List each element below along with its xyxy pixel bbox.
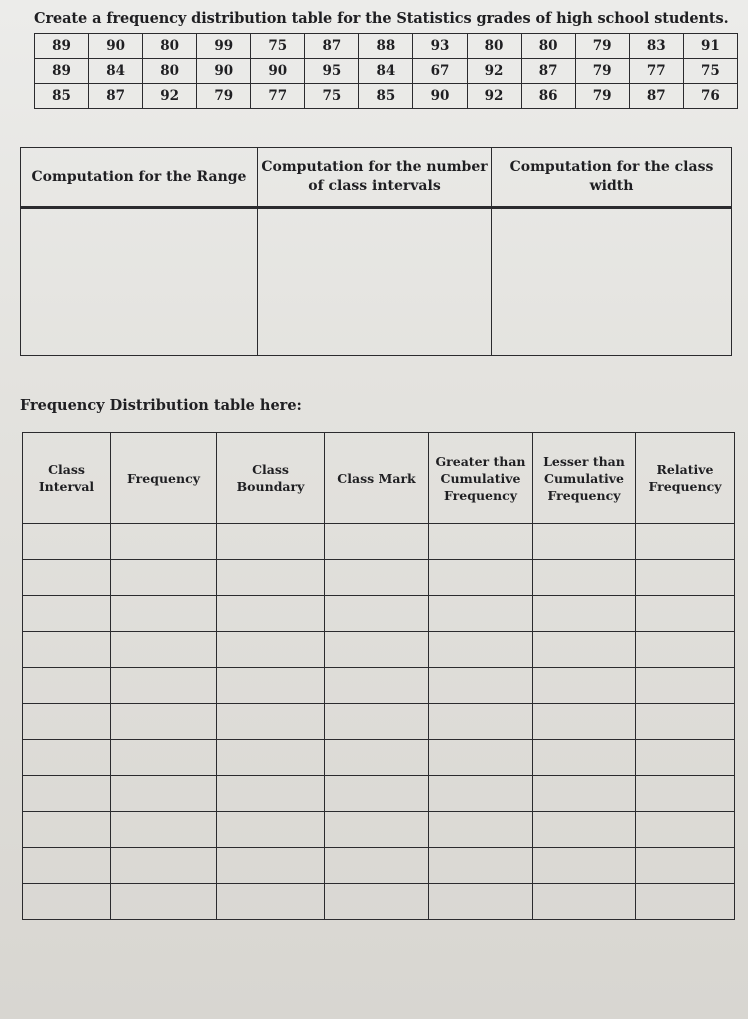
answer-cell[interactable] (429, 740, 533, 776)
grade-cell: 80 (467, 34, 521, 59)
grade-cell: 80 (521, 34, 575, 59)
answer-cell[interactable] (325, 704, 429, 740)
answer-cell[interactable] (325, 884, 429, 920)
lesser-than-cf-header: Lesser than Cumulative Frequency (533, 433, 636, 524)
class-interval-header: Class Interval (23, 433, 111, 524)
answer-cell[interactable] (533, 848, 636, 884)
answer-cell[interactable] (111, 848, 217, 884)
answer-cell[interactable] (217, 848, 325, 884)
grade-cell: 87 (629, 84, 683, 109)
table-row (23, 884, 735, 920)
answer-cell[interactable] (23, 560, 111, 596)
answer-cell[interactable] (111, 740, 217, 776)
frequency-table-label: Frequency Distribution table here: (20, 397, 302, 414)
answer-cell[interactable] (429, 848, 533, 884)
computation-table (20, 147, 732, 356)
grade-cell: 86 (521, 84, 575, 109)
grade-cell: 93 (413, 34, 467, 59)
class-intervals-header: Computation for the number of class intervals (258, 148, 492, 208)
answer-cell[interactable] (325, 596, 429, 632)
problem-title: Create a frequency distribution table for the Statistics grades of high school students. (34, 10, 729, 27)
grade-cell: 67 (413, 59, 467, 84)
grades-row (35, 59, 738, 84)
answer-cell[interactable] (533, 632, 636, 668)
answer-cell[interactable] (325, 740, 429, 776)
grades-row (35, 34, 738, 59)
answer-cell[interactable] (23, 668, 111, 704)
answer-cell[interactable] (325, 848, 429, 884)
answer-cell[interactable] (217, 560, 325, 596)
class-mark-header: Class Mark (325, 433, 429, 524)
answer-cell[interactable] (636, 524, 735, 560)
answer-cell[interactable] (111, 632, 217, 668)
grade-cell: 92 (467, 84, 521, 109)
grade-cell: 85 (359, 84, 413, 109)
table-row (23, 848, 735, 884)
answer-cell[interactable] (636, 740, 735, 776)
answer-cell[interactable] (636, 848, 735, 884)
answer-cell[interactable] (111, 668, 217, 704)
frequency-distribution-table (22, 432, 735, 920)
answer-cell[interactable] (533, 524, 636, 560)
answer-cell[interactable] (23, 596, 111, 632)
grade-cell: 89 (35, 59, 89, 84)
grade-cell: 83 (629, 34, 683, 59)
answer-cell[interactable] (533, 560, 636, 596)
answer-cell[interactable] (217, 524, 325, 560)
answer-cell[interactable] (23, 524, 111, 560)
grade-cell: 90 (197, 59, 251, 84)
answer-cell[interactable] (23, 848, 111, 884)
grade-cell: 84 (89, 59, 143, 84)
table-row (23, 704, 735, 740)
grades-table (34, 33, 738, 109)
answer-cell[interactable] (23, 812, 111, 848)
answer-cell[interactable] (636, 560, 735, 596)
answer-cell[interactable] (636, 776, 735, 812)
answer-cell[interactable] (533, 884, 636, 920)
answer-cell[interactable] (429, 668, 533, 704)
answer-cell[interactable] (325, 668, 429, 704)
grade-cell: 77 (629, 59, 683, 84)
grade-cell: 79 (575, 34, 629, 59)
answer-cell[interactable] (217, 812, 325, 848)
answer-cell[interactable] (23, 884, 111, 920)
answer-cell[interactable] (429, 632, 533, 668)
table-row (23, 740, 735, 776)
answer-cell[interactable] (636, 632, 735, 668)
grade-cell: 89 (35, 34, 89, 59)
grade-cell: 87 (305, 34, 359, 59)
answer-cell[interactable] (23, 776, 111, 812)
frequency-header: Frequency (111, 433, 217, 524)
grade-cell: 80 (143, 34, 197, 59)
answer-cell[interactable] (533, 668, 636, 704)
class-boundary-header: Class Boundary (217, 433, 325, 524)
grade-cell: 75 (683, 59, 737, 84)
class-intervals-answer-cell[interactable] (258, 208, 492, 356)
answer-cell[interactable] (429, 812, 533, 848)
answer-cell[interactable] (636, 812, 735, 848)
grade-cell: 99 (197, 34, 251, 59)
grade-cell: 77 (251, 84, 305, 109)
table-row (23, 812, 735, 848)
answer-cell[interactable] (429, 884, 533, 920)
answer-cell[interactable] (325, 776, 429, 812)
class-width-header: Computation for the class width (492, 148, 732, 208)
answer-cell[interactable] (325, 632, 429, 668)
answer-cell[interactable] (636, 884, 735, 920)
grade-cell: 90 (413, 84, 467, 109)
answer-cell[interactable] (217, 884, 325, 920)
answer-cell[interactable] (533, 704, 636, 740)
answer-cell[interactable] (325, 560, 429, 596)
grade-cell: 85 (35, 84, 89, 109)
answer-cell[interactable] (636, 668, 735, 704)
answer-cell[interactable] (217, 740, 325, 776)
class-width-answer-cell[interactable] (492, 208, 732, 356)
answer-cell[interactable] (23, 704, 111, 740)
answer-cell[interactable] (111, 560, 217, 596)
grade-cell: 90 (89, 34, 143, 59)
grades-row (35, 84, 738, 109)
grade-cell: 92 (467, 59, 521, 84)
answer-cell[interactable] (217, 668, 325, 704)
answer-cell[interactable] (217, 704, 325, 740)
answer-cell[interactable] (429, 704, 533, 740)
grade-cell: 79 (197, 84, 251, 109)
answer-cell[interactable] (429, 596, 533, 632)
grade-cell: 84 (359, 59, 413, 84)
answer-cell[interactable] (429, 524, 533, 560)
grade-cell: 91 (683, 34, 737, 59)
answer-cell[interactable] (111, 704, 217, 740)
answer-cell[interactable] (533, 812, 636, 848)
answer-cell[interactable] (23, 632, 111, 668)
grade-cell: 75 (251, 34, 305, 59)
range-answer-cell[interactable] (21, 208, 258, 356)
answer-cell[interactable] (111, 884, 217, 920)
answer-cell[interactable] (217, 776, 325, 812)
range-header: Computation for the Range (21, 148, 258, 208)
grade-cell: 79 (575, 59, 629, 84)
answer-cell[interactable] (636, 596, 735, 632)
answer-cell[interactable] (111, 596, 217, 632)
answer-cell[interactable] (636, 704, 735, 740)
grade-cell: 75 (305, 84, 359, 109)
grade-cell: 87 (89, 84, 143, 109)
relative-frequency-header: Relative Frequency (636, 433, 735, 524)
grade-cell: 80 (143, 59, 197, 84)
table-row (23, 596, 735, 632)
grade-cell: 92 (143, 84, 197, 109)
answer-cell[interactable] (217, 596, 325, 632)
answer-cell[interactable] (429, 776, 533, 812)
answer-cell[interactable] (429, 560, 533, 596)
answer-cell[interactable] (533, 740, 636, 776)
grade-cell: 90 (251, 59, 305, 84)
answer-cell[interactable] (111, 776, 217, 812)
answer-cell[interactable] (111, 524, 217, 560)
answer-cell[interactable] (23, 740, 111, 776)
answer-cell[interactable] (217, 632, 325, 668)
answer-cell[interactable] (111, 812, 217, 848)
answer-cell[interactable] (533, 776, 636, 812)
table-row (23, 560, 735, 596)
grade-cell: 76 (683, 84, 737, 109)
table-row (23, 776, 735, 812)
answer-cell[interactable] (533, 596, 636, 632)
greater-than-cf-header: Greater than Cumulative Frequency (429, 433, 533, 524)
grade-cell: 87 (521, 59, 575, 84)
grade-cell: 95 (305, 59, 359, 84)
answer-cell[interactable] (325, 812, 429, 848)
grade-cell: 79 (575, 84, 629, 109)
table-row (23, 632, 735, 668)
answer-cell[interactable] (325, 524, 429, 560)
table-row (23, 524, 735, 560)
table-row (23, 668, 735, 704)
grade-cell: 88 (359, 34, 413, 59)
